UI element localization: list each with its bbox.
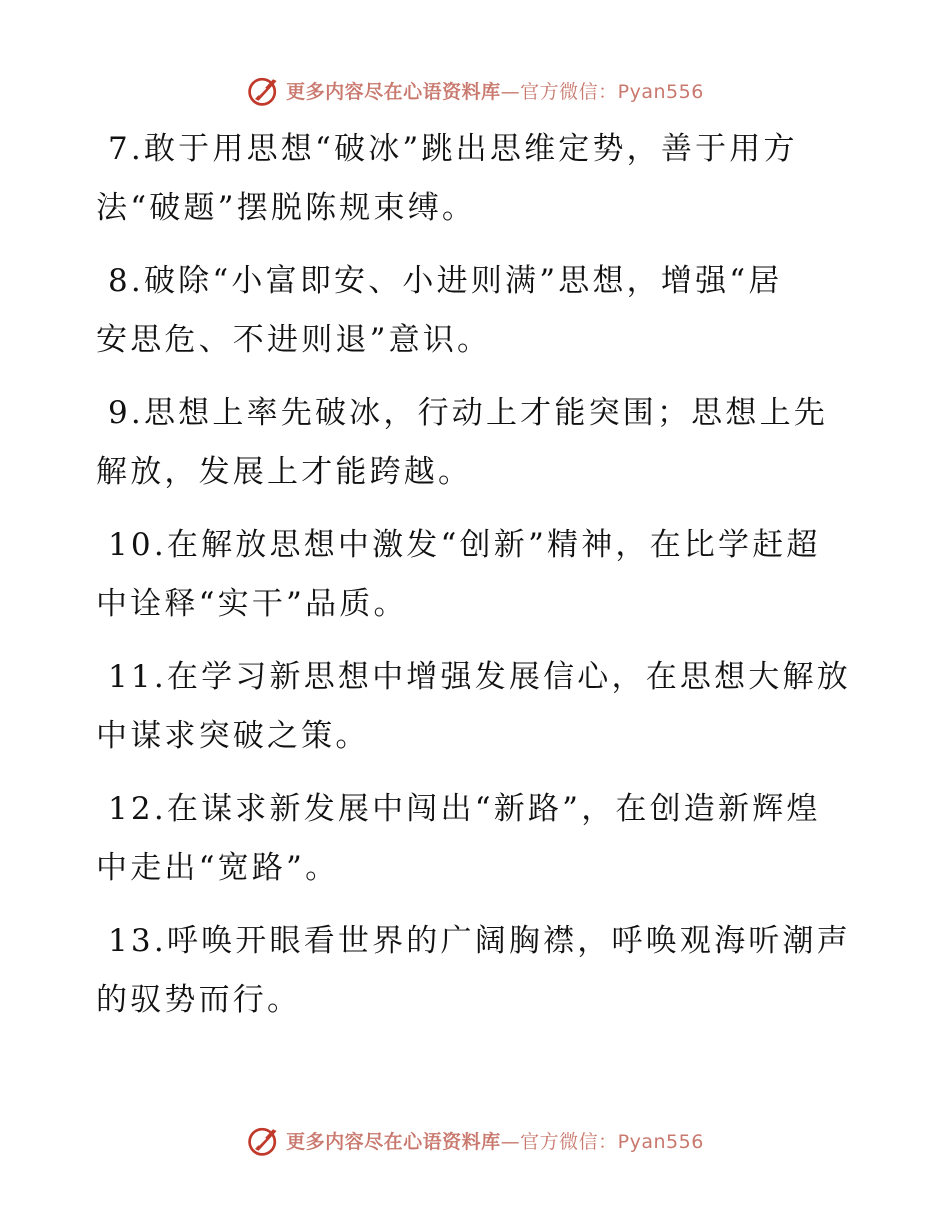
item-line: 的驭势而行。 [96, 982, 302, 1018]
item-line: 法“破题”摆脱陈规束缚。 [96, 190, 477, 226]
list-item [96, 648, 856, 766]
list-item [96, 120, 856, 238]
quill-pen-logo-icon [246, 72, 282, 108]
item-line: 11.在学习新思想中增强发展信心，在思想大解放 [108, 659, 851, 695]
item-line: 9.思想上率先破冰，行动上才能突围；思想上先 [108, 395, 828, 431]
item-line: 13.呼唤开眼看世界的广阔胸襟，呼唤观海听潮声 [108, 923, 851, 959]
item-line: 中谋求突破之策。 [96, 718, 370, 754]
item-line: 解放，发展上才能跨越。 [96, 454, 473, 490]
list-item [96, 384, 856, 502]
list-item [96, 912, 856, 1030]
footer-brand-text: 更多内容尽在心语资料库—官方微信：Pyan556 [286, 1130, 704, 1153]
item-line: 中走出“宽路”。 [96, 850, 340, 886]
item-line: 中诠释“实干”品质。 [96, 586, 408, 622]
item-line: 8.破除“小富即安、小进则满”思想，增强“居 [108, 263, 783, 299]
list-item [96, 516, 856, 634]
item-line: 安思危、不进则退”意识。 [96, 322, 492, 358]
item-line: 7.敢于用思想“破冰”跳出思维定势，善于用方 [108, 131, 798, 167]
document-body [96, 120, 856, 1044]
quill-pen-logo-icon [246, 1122, 282, 1158]
list-item [96, 780, 856, 898]
item-line: 10.在解放思想中激发“创新”精神，在比学赶超 [108, 527, 821, 563]
header-brand-text: 更多内容尽在心语资料库—官方微信：Pyan556 [286, 80, 704, 103]
item-line: 12.在谋求新发展中闯出“新路”，在创造新辉煌 [108, 791, 821, 827]
list-item [96, 252, 856, 370]
header-watermark [0, 68, 950, 112]
footer-watermark [0, 1118, 950, 1162]
